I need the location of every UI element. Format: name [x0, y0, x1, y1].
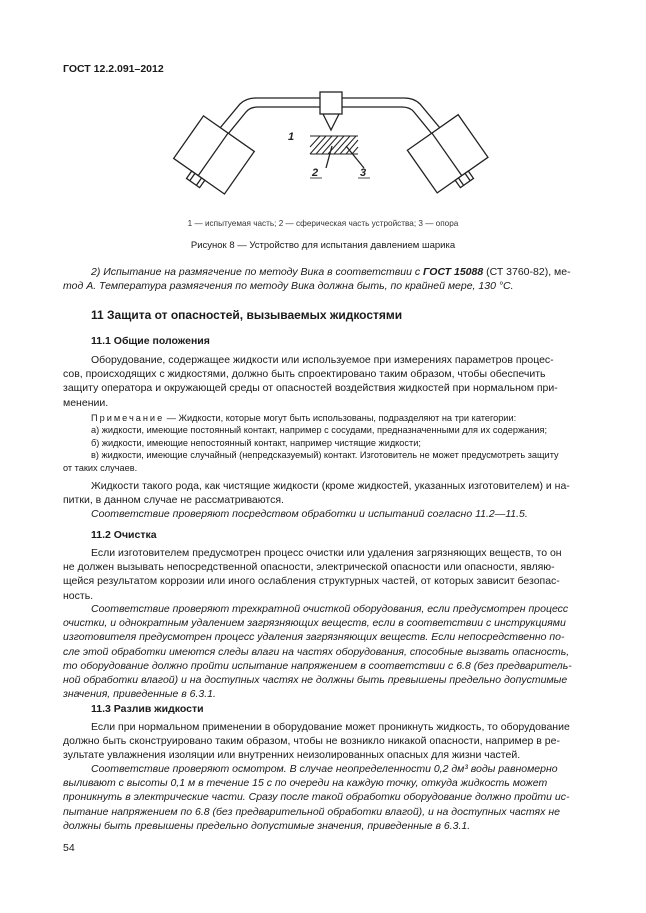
- figure-label-3: 3: [360, 167, 367, 179]
- figure-legend: 1 — испытуемая часть; 2 — сферическая часть устройства; 3 — опора: [187, 219, 459, 228]
- text-line: не должен вызывать непосредственной опасности, электрической опасности или опасности, являю-: [63, 561, 555, 574]
- note-text: — Жидкости, которые могут быть использованы, подразделяют на три категории:: [164, 413, 517, 423]
- note-line: а) жидкости, имеющие постоянный контакт, например с сосудами, предназначенными для их содержания;: [91, 425, 547, 436]
- left-block: [174, 116, 255, 194]
- section-11-2-title: 11.2 Очистка: [91, 529, 157, 541]
- s1-conformity: Соответствие проверяют посредством обработки и испытаний согласно 11.2—11.5.: [91, 508, 528, 520]
- figure-label-1: 1: [288, 131, 295, 143]
- s2-para2: [63, 602, 597, 701]
- text-line: сов, происходящих с жидкостями, должно быть спроектировано таким образом, чтобы обеспечить: [63, 368, 546, 381]
- footnote-vicat: [63, 265, 597, 279]
- text-line: Если при нормальном применении в оборудование может проникнуть жидкость, то оборудование: [91, 721, 570, 733]
- s3-para2: [63, 762, 597, 833]
- text-line: очистки, и однократным удалением загрязняющих веществ, если в соответствии с инструкциями: [63, 617, 566, 630]
- text-line: Соответствие проверяют трехкратной очисткой оборудования, если предусмотрен процесс: [91, 603, 569, 615]
- text-line: пытание напряжением по 6.8 (без предварительной обработки влагой), и на доступных частях не: [63, 805, 560, 818]
- text-line: ной обработки влагой) и на доступных частях не должны быть превышены предельно допустимые: [63, 674, 568, 687]
- text-line: Жидкости такого рода, как чистящие жидкости (кроме жидкостей, указанных изготовителем) и на-: [91, 480, 570, 492]
- figure-caption: Рисунок 8 — Устройство для испытания давлением шарика: [190, 240, 456, 251]
- text-line: должны быть превышены предельно допустимые значения, приведенные в 6.3.1.: [63, 819, 471, 832]
- page-number: 54: [63, 842, 75, 854]
- figure-label-2: 2: [312, 167, 319, 179]
- s1-para1: [63, 353, 597, 410]
- loading-stem: [320, 92, 342, 114]
- s1-para2: [63, 479, 597, 507]
- s1-note: [63, 412, 597, 474]
- note-line: от таких случаев.: [63, 462, 138, 473]
- note-label: Примечание: [91, 413, 165, 423]
- section-11-title: 11 Защита от опасностей, вызываемых жидкостями: [91, 308, 403, 322]
- text-line: зультате увлажнения изоляции или внутренних неизолированных опасных для жизни частей.: [63, 749, 521, 762]
- footnote-text-b: (СТ 3760-82), ме-: [483, 266, 571, 278]
- gost-reference: ГОСТ 15088: [423, 266, 484, 278]
- text-line: питки, в данном случае не рассматриваются.: [63, 494, 284, 507]
- ball-pressure-test-figure: [160, 88, 500, 208]
- section-11-1-title: 11.1 Общие положения: [91, 335, 210, 347]
- text-line: Если изготовителем предусмотрен процесс очистки или удаления загрязняющих веществ, то он: [91, 547, 562, 559]
- text-line: Оборудование, содержащее жидкости или используемое при измерениях параметров процес-: [91, 354, 554, 366]
- text-line: значения, приведенные в 6.3.1.: [63, 688, 216, 701]
- text-line: выливают с высоты 0,1 м в течение 15 с по очереди на каждую точку, откуда жидкость может: [63, 777, 548, 790]
- section-11-3-title: 11.3 Разлив жидкости: [91, 703, 204, 715]
- text-line: сле этой обработки имеются следы влаги на частях оборудования, способные вызвать опасность,: [63, 645, 570, 658]
- text-line: проникнуть в электрические части. Сразу после такой обработки оборудование должно пройти ис-: [63, 791, 570, 804]
- text-line: то оборудование должно пройти испытание напряжением в соответствии с 6.8 (без предваритель-: [63, 659, 572, 672]
- text-line: Соответствие проверяют осмотром. В случае неопределенности 0,2 дм³ воды равномерно: [91, 763, 558, 775]
- text-line: щейся результатом коррозии или иного ослабления структурных частей, от которых зависит безопас-: [63, 575, 560, 588]
- footnote-line2: тод А. Температура размягчения по методу Вика должна быть, по крайней мере, 130 °С.: [63, 280, 514, 292]
- text-line: защиту оператора и окружающей среды от опасностей воздействия жидкостей при нормальном при-: [63, 382, 558, 395]
- text-line: ность.: [63, 589, 94, 602]
- s3-para1: [63, 720, 597, 763]
- text-line: менении.: [63, 396, 109, 409]
- s2-para1: [63, 546, 597, 603]
- footnote-text-a: 2) Испытание на размягчение по методу Вика в соответствии с: [91, 266, 423, 278]
- ball-tip: [323, 114, 339, 130]
- text-line: изготовителя предусмотрен процесс удаления загрязняющих веществ. Если непосредственно по-: [63, 631, 565, 644]
- note-line: в) жидкости, имеющие случайный (непредсказуемый) контакт. Изготовитель не может предусмотреть защиту: [91, 450, 559, 461]
- document-header: ГОСТ 12.2.091–2012: [63, 63, 164, 75]
- right-block: [407, 115, 488, 193]
- text-line: должно быть сконструировано таким образом, чтобы не возникло никакой опасности, например в ре-: [63, 735, 560, 748]
- note-line: б) жидкости, имеющие непостоянный контакт, например чистящие жидкости;: [91, 437, 421, 448]
